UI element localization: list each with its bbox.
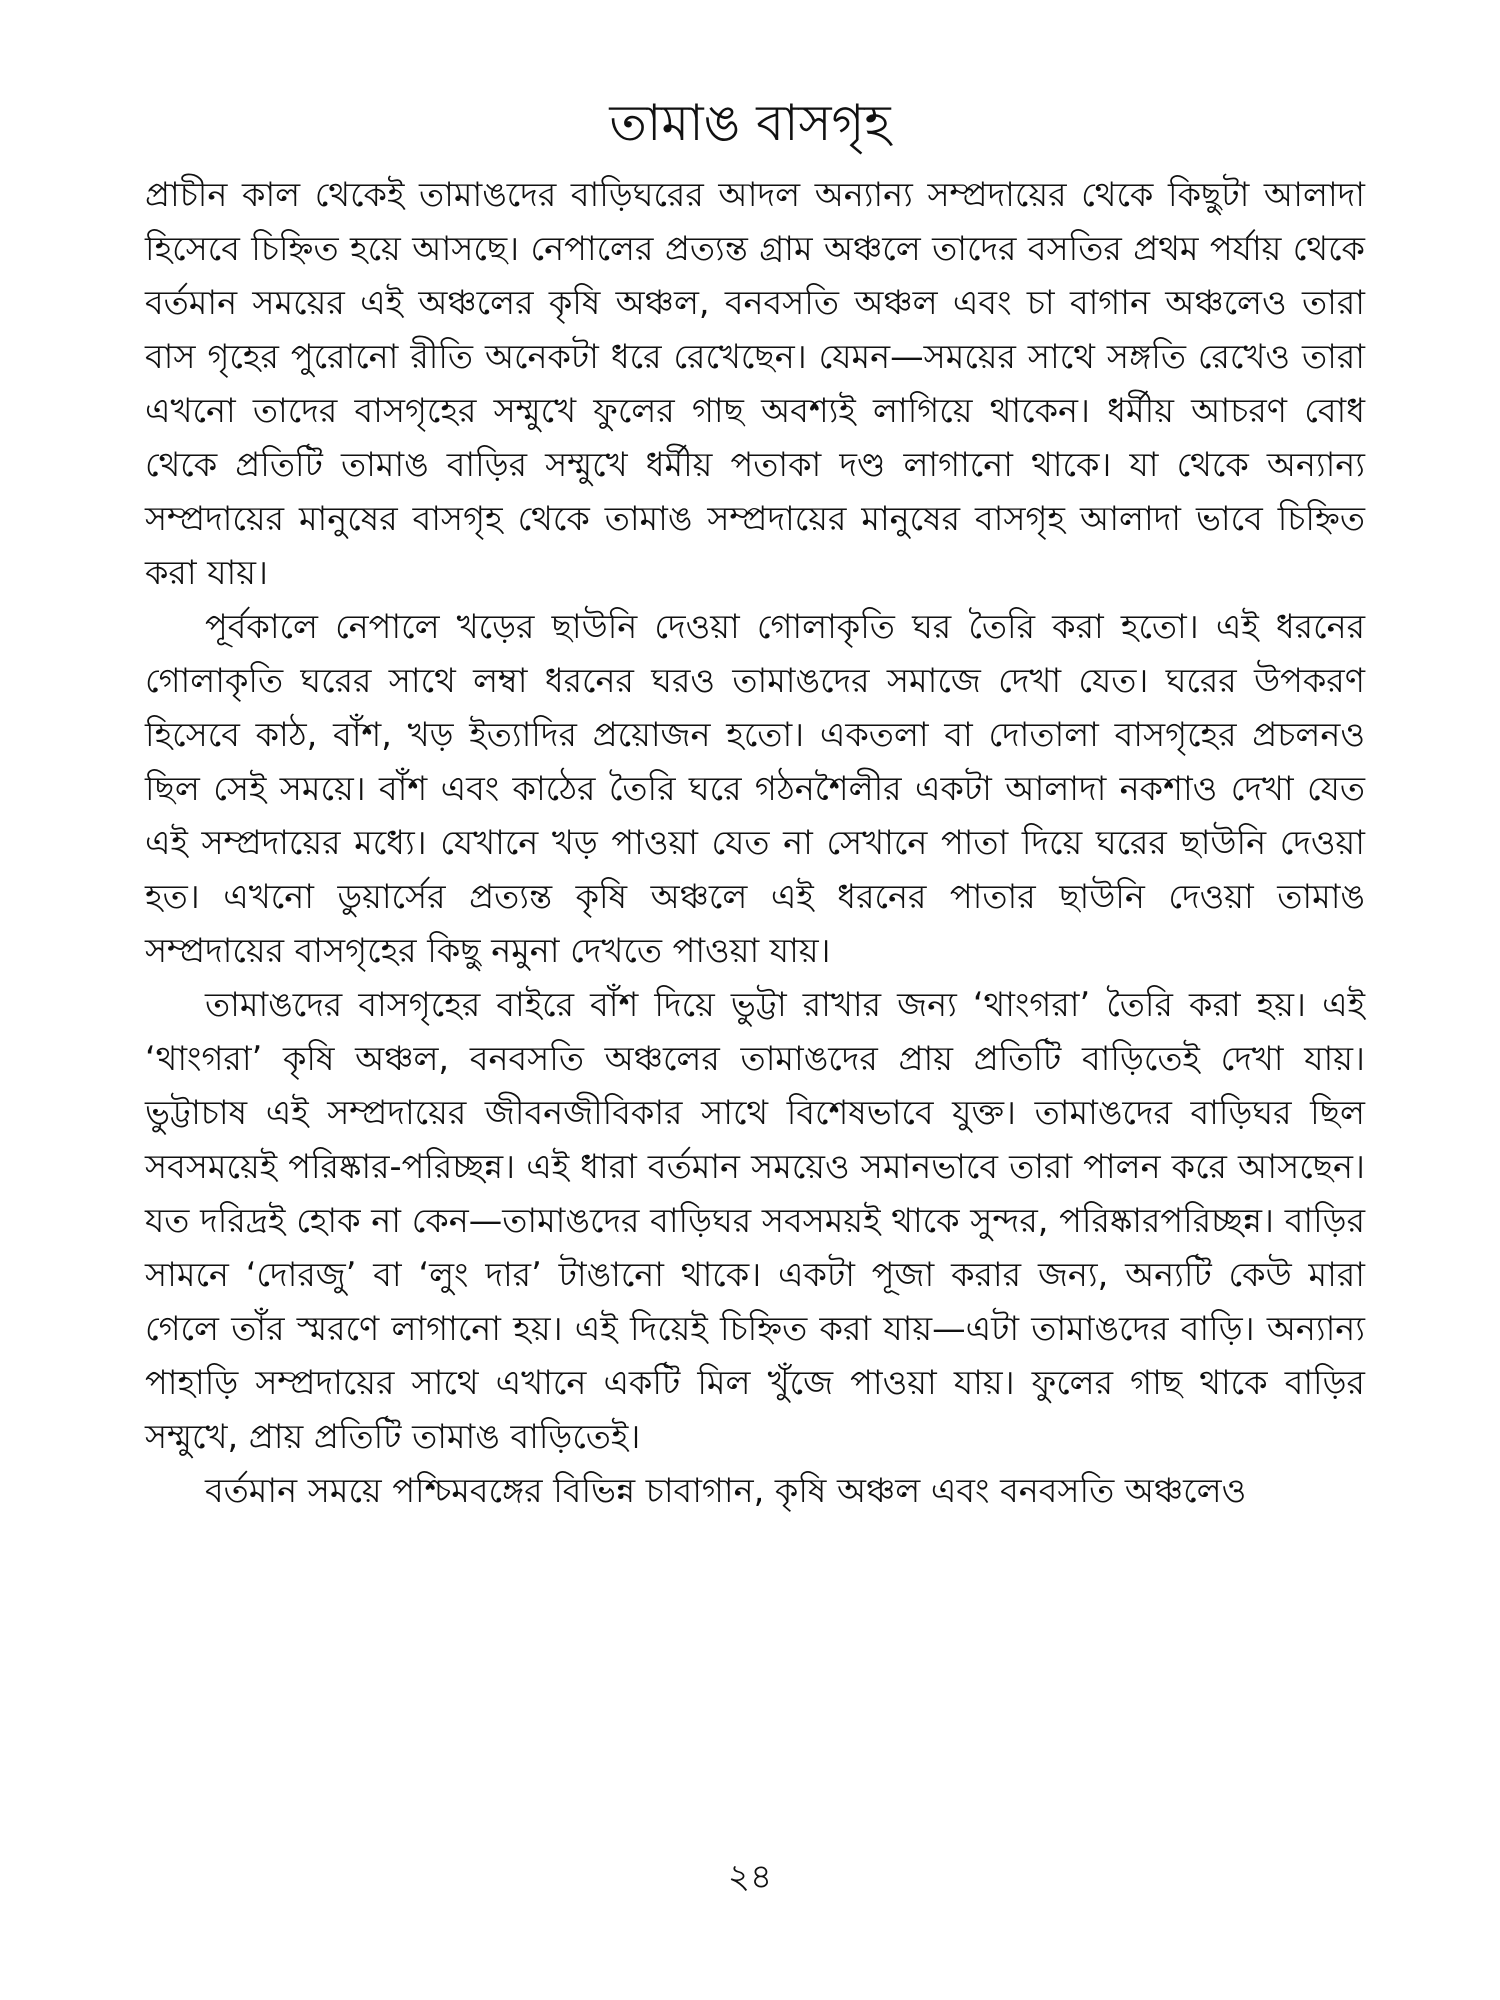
paragraph-4: বর্তমান সময়ে পশ্চিমবঙ্গের বিভিন্ন চাবাগান, কৃষি অঞ্চল এবং বনবসতি অঞ্চলেও (205, 1471, 1247, 1510)
body-text (145, 168, 1365, 1518)
page-title: তামাঙ বাসগৃহ (609, 94, 891, 152)
paragraph-1: প্রাচীন কাল থেকেই তামাঙদের বাড়িঘরের আদল অন্যান্য সম্প্রদায়ের থেকে কিছুটা আলাদা হিসেবে চিহ্নিত হয়ে আসছে। নেপালের প্রত্যন্ত গ্রাম অঞ্চলে তাদের বসতির প্রথম পর্যায় থেকে বর্তমান সময়ের এই অঞ্চলের কৃষি অঞ্চল, বনবসতি অঞ্চল এবং চা বাগান অঞ্চলেও তারা বাস গৃহের পুরোনো রীতি অনেকটা ধরে রেখেছেন। যেমন—সময়ের সাথে সঙ্গতি রেখেও তারা এখনো তাদের বাসগৃহের সম্মুখে ফুলের গাছ অবশ্যই লাগিয়ে থাকেন। ধর্মীয় আচরণ বোধ থেকে প্রতিটি তামাঙ বাড়ির সম্মুখে ধর্মীয় পতাকা দণ্ড লাগানো থাকে। যা থেকে অন্যান্য সম্প্রদায়ের মানুষের বাসগৃহ থেকে তামাঙ সম্প্রদায়ের মানুষের বাসগৃহ আলাদা ভাবে চিহ্নিত করা যায়। (145, 175, 1365, 592)
paragraph-2: পূর্বকালে নেপালে খড়ের ছাউনি দেওয়া গোলাকৃতি ঘর তৈরি করা হতো। এই ধরনের গোলাকৃতি ঘরের সাথে লম্বা ধরনের ঘরও তামাঙদের সমাজে দেখা যেত। ঘরের উপকরণ হিসেবে কাঠ, বাঁশ, খড় ইত্যাদির প্রয়োজন হতো। একতলা বা দোতালা বাসগৃহের প্রচলনও ছিল সেই সময়ে। বাঁশ এবং কাঠের তৈরি ঘরে গঠনশৈলীর একটা আলাদা নকশাও দেখা যেত এই সম্প্রদায়ের মধ্যে। যেখানে খড় পাওয়া যেত না সেখানে পাতা দিয়ে ঘরের ছাউনি দেওয়া হত। এখনো ডুয়ার্সের প্রত্যন্ত কৃষি অঞ্চলে এই ধরনের পাতার ছাউনি দেওয়া তামাঙ সম্প্রদায়ের বাসগৃহের কিছু নমুনা দেখতে পাওয়া যায়। (145, 607, 1365, 970)
page-number: ২৪ (727, 1857, 773, 1897)
paragraph-3: তামাঙদের বাসগৃহের বাইরে বাঁশ দিয়ে ভুট্টা রাখার জন্য ‘থাংগরা’ তৈরি করা হয়। এই ‘থাংগরা’ কৃষি অঞ্চল, বনবসতি অঞ্চলের তামাঙদের প্রায় প্রতিটি বাড়িতেই দেখা যায়। ভুট্টাচাষ এই সম্প্রদায়ের জীবনজীবিকার সাথে বিশেষভাবে যুক্ত। তামাঙদের বাড়িঘর ছিল সবসময়েই পরিষ্কার-পরিচ্ছন্ন। এই ধারা বর্তমান সময়েও সমানভাবে তারা পালন করে আসছেন। যত দরিদ্রই হোক না কেন—তামাঙদের বাড়িঘর সবসময়ই থাকে সুন্দর, পরিষ্কারপরিচ্ছন্ন। বাড়ির সামনে ‘দোরজু’ বা ‘লুং দার’ টাঙানো থাকে। একটা পূজা করার জন্য, অন্যটি কেউ মারা গেলে তাঁর স্মরণে লাগানো হয়। এই দিয়েই চিহ্নিত করা যায়—এটা তামাঙদের বাড়ি। অন্যান্য পাহাড়ি সম্প্রদায়ের সাথে এখানে একটি মিল খুঁজে পাওয়া যায়। ফুলের গাছ থাকে বাড়ির সম্মুখে, প্রায় প্রতিটি তামাঙ বাড়িতেই। (145, 985, 1365, 1456)
